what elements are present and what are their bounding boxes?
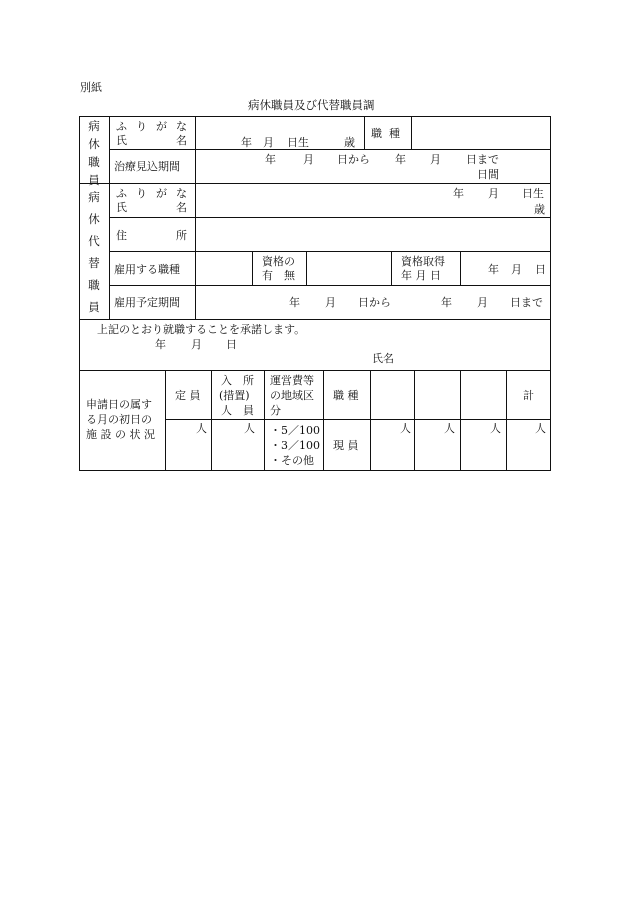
betsushi-label: 別紙: [80, 81, 102, 94]
consent-text: 上記のとおり就職することを承諾します。: [97, 323, 306, 336]
employment-period-label: 雇用予定期間: [114, 296, 180, 309]
treatment-label: 治療見込期間: [114, 160, 180, 173]
total-header: 計: [523, 389, 534, 402]
form-title: 病休職員及び代替職員調: [248, 98, 375, 112]
staff-unit: 人: [490, 422, 501, 435]
job-header: 職 種: [333, 389, 359, 402]
capacity-unit: 人: [196, 422, 207, 435]
staff-unit: 人: [400, 422, 411, 435]
substitute-staff-label: 病 休 代 替 職 員: [88, 190, 100, 314]
capacity-header: 定 員: [175, 389, 201, 402]
sick-staff-label: 病 休 職 員: [88, 119, 100, 187]
employment-job-label: 雇用する職種: [114, 263, 180, 276]
signature-label: 氏名: [372, 352, 394, 365]
total-unit: 人: [535, 422, 546, 435]
admitted-unit: 人: [244, 422, 255, 435]
current-staff-label: 現 員: [333, 439, 359, 452]
staff-unit: 人: [444, 422, 455, 435]
